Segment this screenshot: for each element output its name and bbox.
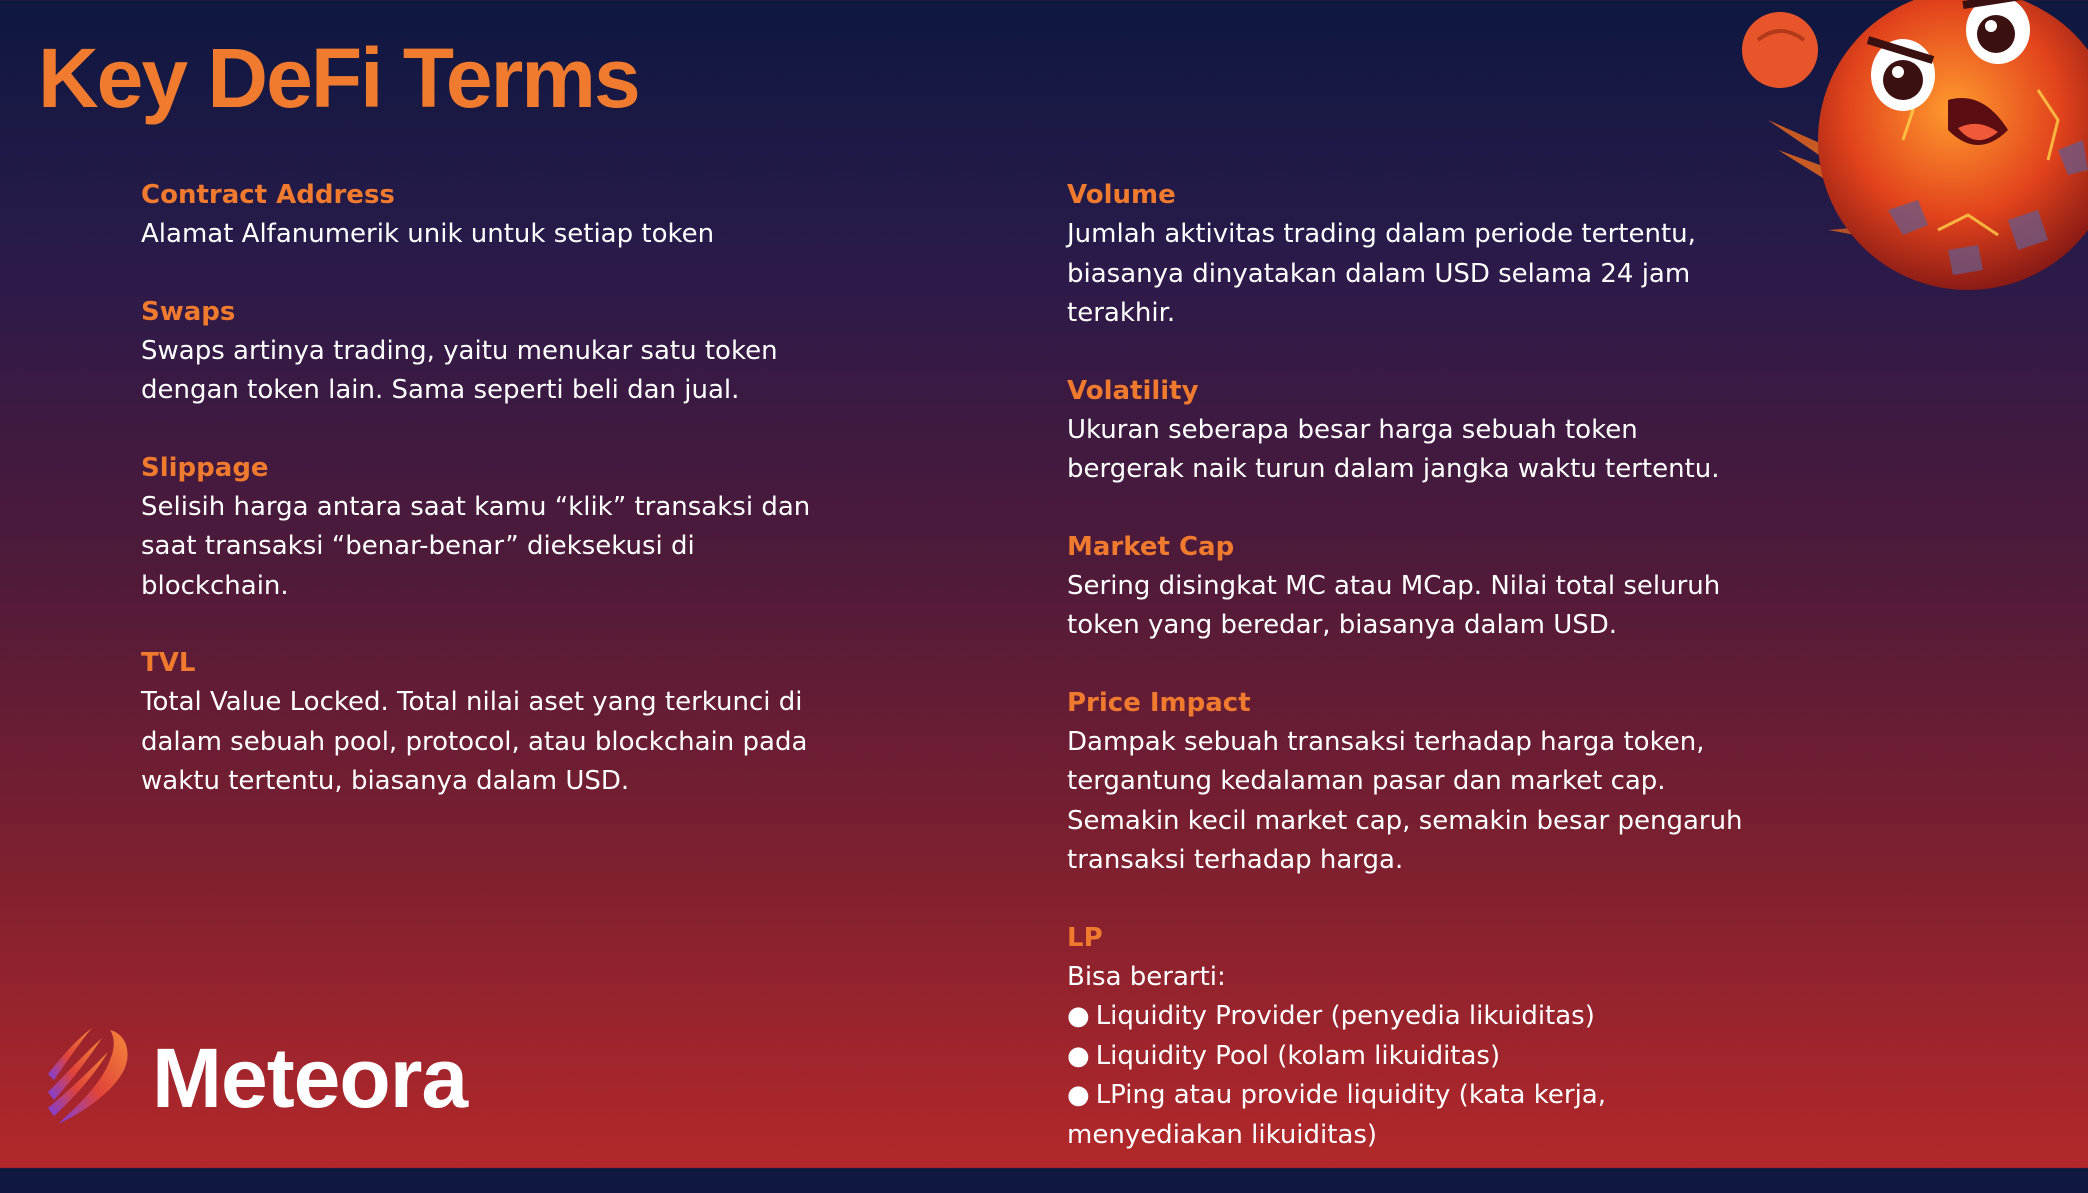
term-contract-address: [141, 176, 821, 255]
term-definition: [141, 683, 821, 802]
definition-line: blockchain.: [141, 570, 289, 601]
term-title: Market Cap: [1067, 531, 1235, 562]
definition-line: menyediakan likuiditas): [1067, 1119, 1378, 1150]
meteora-logo: [40, 1026, 467, 1130]
definition-line: Semakin kecil market cap, semakin besar pengaruh: [1067, 805, 1743, 836]
term-definition: [1067, 723, 1747, 881]
terms-column-right: [1067, 176, 1747, 1193]
bullet-text: LPing atau provide liquidity (kata kerja,: [1095, 1080, 1606, 1110]
list-item: [1067, 1076, 1747, 1116]
definition-line: Sering disingkat MC atau MCap. Nilai total seluruh: [1067, 570, 1721, 601]
term-definition: [141, 332, 821, 411]
term-title: Slippage: [141, 452, 269, 483]
term-market-cap: [1067, 528, 1747, 646]
definition-line: transaksi terhadap harga.: [1067, 845, 1404, 875]
angry-meteor-mascot-icon: [1708, 0, 2088, 310]
term-slippage: [141, 449, 821, 607]
bullet-icon: ●: [1067, 1080, 1090, 1110]
definition-line: Jumlah aktivitas trading dalam periode tertentu,: [1067, 219, 1696, 249]
definition-line: Alamat Alfanumerik unik untuk setiap token: [141, 219, 715, 249]
term-definition: [1067, 215, 1747, 334]
definition-line: Selisih harga antara saat kamu “klik” transaksi dan: [141, 491, 811, 522]
term-title: TVL: [141, 648, 196, 678]
term-definition: [141, 215, 821, 255]
definition-line: Bisa berarti:: [1067, 961, 1226, 992]
term-title: Swaps: [141, 296, 236, 327]
page-title: Key DeFi Terms: [38, 31, 639, 125]
definition-line: biasanya dinyatakan dalam USD selama 24 jam: [1067, 258, 1691, 289]
bullet-text: Liquidity Provider (penyedia likuiditas): [1095, 1001, 1595, 1031]
terms-column-left: [141, 176, 821, 840]
list-item: [1067, 997, 1747, 1037]
meteora-logo-mark-icon: [40, 1026, 130, 1130]
definition-line: bergerak naik turun dalam jangka waktu tertentu.: [1067, 454, 1720, 484]
bullet-icon: ●: [1067, 1001, 1090, 1031]
definition-line: dengan token lain. Sama seperti beli dan jual.: [141, 375, 740, 405]
definition-line: Dampak sebuah transaksi terhadap harga token,: [1067, 726, 1705, 757]
term-volatility: [1067, 372, 1747, 490]
term-definition: [1067, 411, 1747, 490]
bullet-icon: ●: [1067, 1040, 1090, 1071]
term-volume: [1067, 176, 1747, 334]
term-swaps: [141, 293, 821, 411]
bullet-text: Liquidity Pool (kolam likuiditas): [1095, 1040, 1501, 1071]
definition-line: dalam sebuah pool, protocol, atau blockchain pada: [141, 726, 808, 757]
definition-line: terakhir.: [1067, 298, 1176, 328]
term-definition: [141, 488, 821, 607]
definition-line: waktu tertentu, biasanya dalam USD.: [141, 766, 630, 796]
term-title: Volatility: [1067, 375, 1199, 406]
definition-line: Swaps artinya trading, yaitu menukar satu token: [141, 335, 778, 366]
definition-line: saat transaksi “benar-benar” dieksekusi di: [141, 531, 695, 561]
term-definition: [1067, 958, 1747, 1156]
term-title: LP: [1067, 922, 1103, 953]
lp-bullet-list: [1067, 997, 1747, 1116]
term-price-impact: [1067, 684, 1747, 881]
term-title: Price Impact: [1067, 687, 1251, 718]
term-tvl: [141, 644, 821, 802]
term-title: Volume: [1067, 180, 1176, 210]
logo-wordmark: Meteora: [152, 1030, 468, 1125]
list-item: [1067, 1037, 1747, 1077]
definition-line: token yang beredar, biasanya dalam USD.: [1067, 610, 1618, 640]
term-definition: [1067, 567, 1747, 646]
term-lp: [1067, 919, 1747, 1156]
term-title: Contract Address: [141, 180, 395, 210]
definition-line: Total Value Locked. Total nilai aset yang terkunci di: [141, 687, 803, 717]
definition-line: tergantung kedalaman pasar dan market cap.: [1067, 766, 1666, 796]
definition-line: Ukuran seberapa besar harga sebuah token: [1067, 414, 1638, 445]
